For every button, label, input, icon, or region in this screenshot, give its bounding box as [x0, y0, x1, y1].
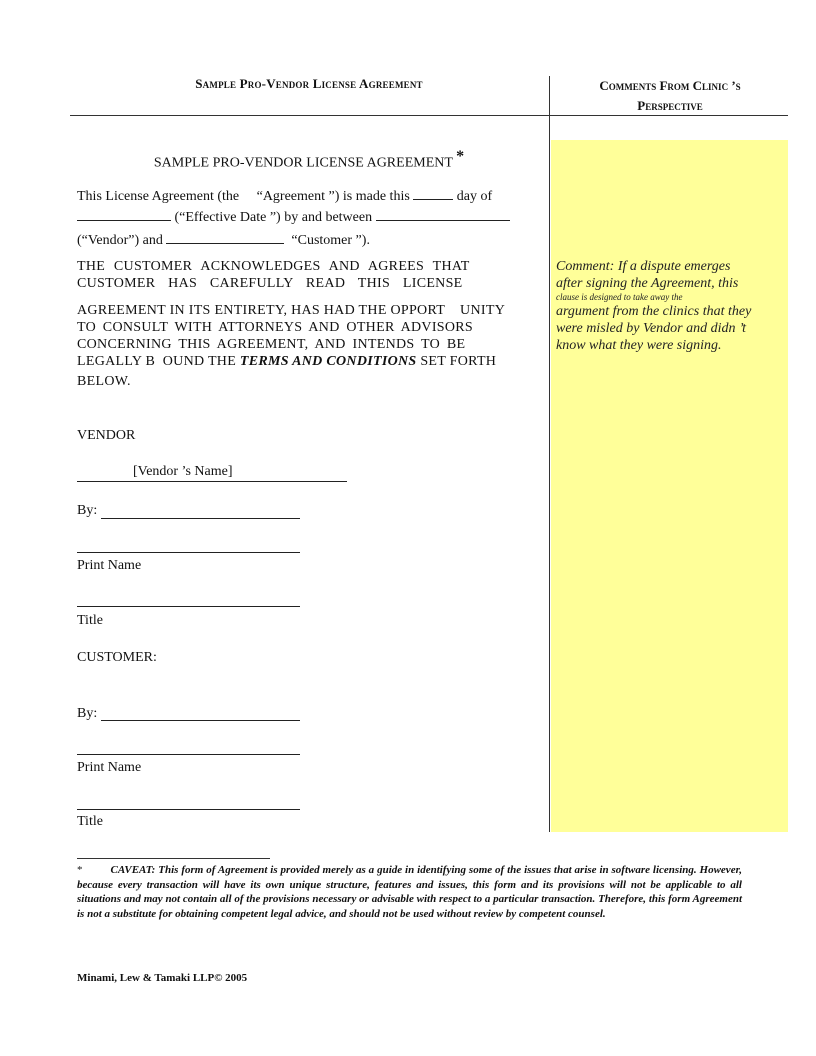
comment-line4: were misled by Vendor and didn ’t	[556, 321, 747, 336]
customer-signature-line[interactable]	[101, 720, 300, 721]
customer-heading: CUSTOMER:	[77, 650, 157, 665]
comment-line5: know what they were signing.	[556, 338, 722, 353]
comment-small-text: clause is designed to take away the	[556, 292, 683, 302]
title-footnote-mark: *	[456, 148, 465, 165]
vendor-print-name-line[interactable]	[77, 552, 300, 553]
agreement-title	[70, 148, 548, 172]
ack-line5: CONCERNING THIS AGREEMENT, AND INTENDS TO BE	[77, 337, 466, 352]
customer-by-label: By:	[77, 706, 98, 721]
header-right-line2: Perspective	[637, 98, 703, 113]
customer-print-name-label: Print Name	[77, 760, 142, 775]
footnote-rule	[77, 858, 270, 859]
ack-line6-a: LEGALLY B OUND THE	[77, 354, 237, 369]
vendor-name-line	[77, 481, 347, 482]
agreement-title-text: SAMPLE PRO-VENDOR LICENSE AGREEMENT	[153, 155, 453, 171]
intro-text-d: (“Effective Date ”) by and between	[174, 210, 373, 225]
ack-line4: TO CONSULT WITH ATTORNEYS AND OTHER ADVISORS	[77, 320, 474, 335]
customer-title-label: Title	[77, 814, 103, 829]
vendor-by-label: By:	[77, 503, 98, 518]
ack-terms-emphasis: TERMS AND CONDITIONS	[239, 354, 417, 369]
ack-line3: AGREEMENT IN ITS ENTIRETY, HAS HAD THE OPPORT UNITY	[77, 303, 506, 318]
ack-line2: CUSTOMER HAS CAREFULLY READ THIS LICENSE	[77, 276, 463, 291]
header-left-title: Sample Pro-Vendor License Agreement	[195, 76, 423, 91]
comment-column-background	[551, 140, 788, 832]
vendor-title-label: Title	[77, 613, 103, 628]
header-rule	[70, 115, 788, 116]
footnote-mark: *	[77, 864, 83, 876]
acknowledgement-bottom	[77, 302, 537, 390]
vendor-title-line[interactable]	[77, 606, 300, 607]
header-right-line1: Comments From Clinic ’s	[599, 78, 741, 93]
ack-line1: THE CUSTOMER ACKNOWLEDGES AND AGREES THAT	[77, 259, 470, 274]
day-blank	[413, 186, 453, 200]
vendor-signature-line[interactable]	[101, 518, 300, 519]
intro-text-b: “Agreement ”) is made this	[256, 189, 410, 204]
clinic-comment	[556, 258, 786, 354]
intro-text-f: “Customer ”).	[291, 233, 370, 248]
ack-line6	[77, 353, 537, 370]
customer-title-line[interactable]	[77, 809, 300, 810]
vendor-heading: VENDOR	[77, 428, 136, 443]
ack-line6-c: SET FORTH	[420, 354, 497, 369]
customer-party-blank	[166, 230, 284, 244]
copyright-footer: Minami, Lew & Tamaki LLP© 2005	[77, 972, 248, 984]
footnote-text: CAVEAT: This form of Agreement is provided merely as a guide in identifying some of the issues that arise in software licensing. However, because every transaction will have its own unique structure, features and issues, this form and its provisions will not be applicable to all situations and may not contain all of the provisions necessary or advisable with respect to a particular transaction. Therefore, this form Agreement is not a substitute for obtaining competent legal advice, and should not be used without review by competent counsel.	[77, 864, 742, 920]
footnote-caveat	[77, 863, 742, 921]
comment-line3: argument from the clinics that they	[556, 304, 752, 319]
intro-paragraph	[77, 186, 547, 251]
intro-text-a: This License Agreement (the	[77, 189, 240, 204]
comment-line1: Comment: If a dispute emerges	[556, 259, 731, 274]
customer-print-name-line[interactable]	[77, 754, 300, 755]
header-right-title	[552, 76, 788, 116]
intro-text-c: day of	[456, 189, 493, 204]
acknowledgement-top	[77, 258, 537, 292]
ack-line7: BELOW.	[77, 374, 131, 389]
intro-text-e: (“Vendor”) and	[77, 233, 163, 248]
comment-line2: after signing the Agreement, this	[556, 276, 739, 291]
vendor-print-name-label: Print Name	[77, 558, 142, 573]
vendor-party-blank	[376, 207, 510, 221]
effective-date-blank	[77, 207, 171, 221]
column-divider	[549, 76, 550, 832]
vendor-name-placeholder: [Vendor ’s Name]	[133, 464, 233, 479]
